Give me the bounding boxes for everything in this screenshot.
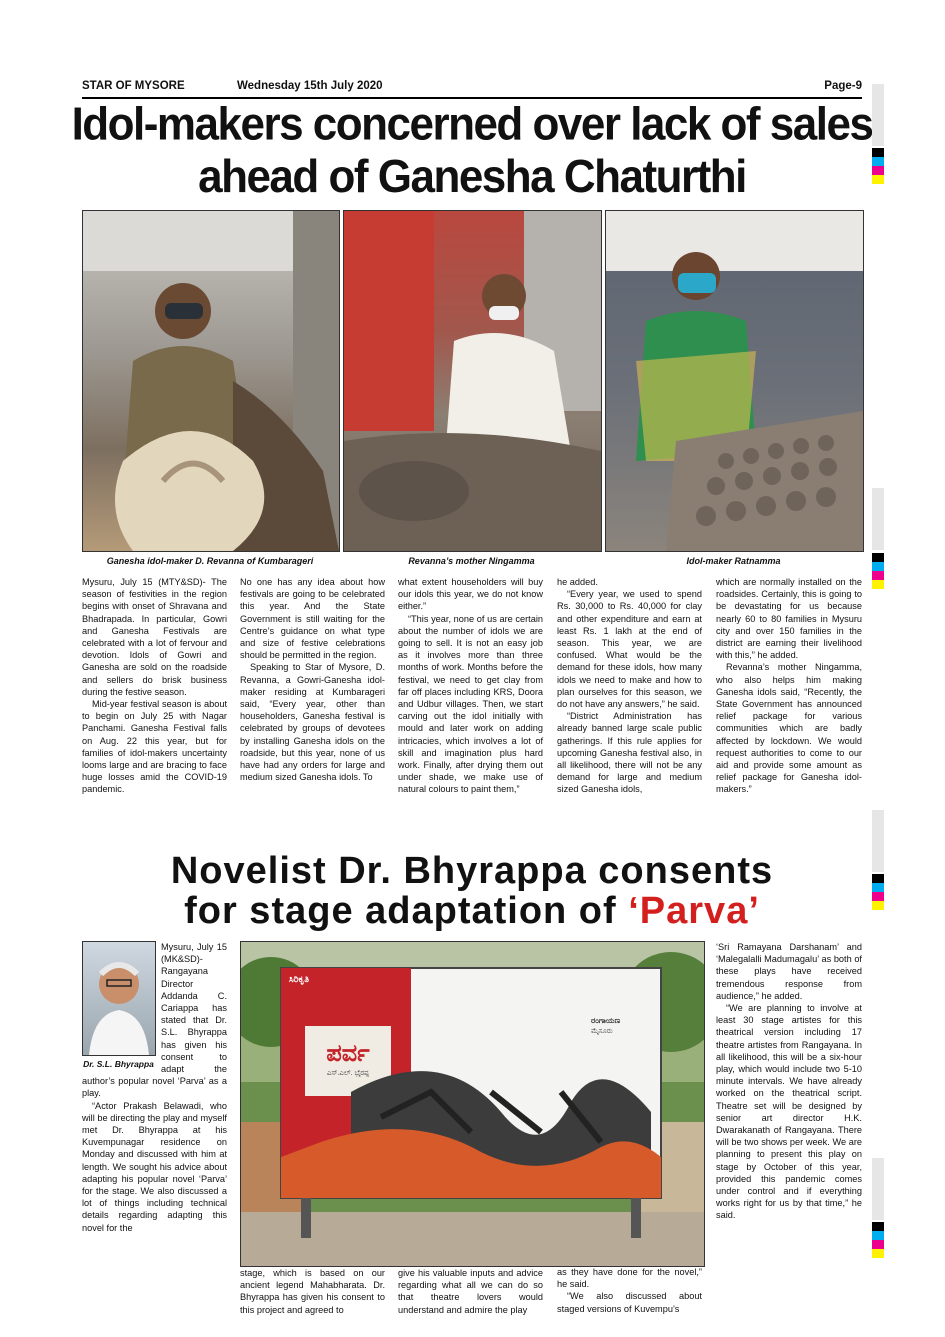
paragraph: what extent householders will buy our idols this year, we do not know either.”	[398, 577, 543, 612]
page-number: Page-9	[824, 80, 862, 92]
story1-column-1	[82, 576, 227, 796]
billboard-illustration	[241, 942, 704, 1266]
color-swatch-yellow	[872, 1249, 884, 1258]
billboard-logo-subtext: ಮೈಸೂರು	[591, 1028, 613, 1035]
color-swatch-black	[872, 553, 884, 562]
color-bar	[872, 1222, 884, 1258]
headline-line-2: ahead of Ganesha Chaturthi	[198, 151, 746, 203]
paragraph: stage, which is based on our ancient legend Mahabharata. Dr. Bhyrappa has given his consent to this project and agreed to	[240, 1268, 385, 1315]
headline-line-1: Novelist Dr. Bhyrappa consents	[170, 850, 774, 892]
color-swatch-yellow	[872, 580, 884, 589]
headline-bhyrappa	[60, 852, 884, 930]
portrait-bhyrappa	[82, 941, 156, 1056]
paragraph: ‘Sri Ramayana Darshanam’ and ‘Malegalalli Madumagalu’ as both of these plays have received tremendous response from audience,” he added.	[716, 942, 862, 1001]
paragraph: as they have done for the novel,” he said.	[557, 1267, 702, 1290]
caption-photo-1: Ganesha idol-maker D. Revanna of Kumbarageri	[106, 556, 314, 566]
issue-date: Wednesday 15th July 2020	[237, 80, 383, 92]
story1-column-3	[398, 576, 543, 796]
paragraph: he added.	[557, 577, 598, 587]
color-swatch-magenta	[872, 571, 884, 580]
caption-photo-3: Idol-maker Ratnamma	[686, 556, 781, 566]
story2-under-photo-col-2	[240, 1267, 385, 1316]
headline-parva: ‘Parva’	[628, 890, 760, 932]
color-bar	[872, 553, 884, 589]
color-swatch-cyan	[872, 157, 884, 166]
color-swatch-magenta	[872, 1240, 884, 1249]
paragraph: Mysuru, July 15 (MTY&SD)- The season of festivities in the region begins with onset of Shravana and Bhadrapada. In particular, Gowri and Ganesha Festivals are celebrated with a lot of fervour and devotion. Idols of Gowri and Ganesha are sold on the roadside and sellers do brisk business during the festive season.	[82, 577, 227, 697]
paragraph: “Every year, we used to spend Rs. 30,000 to Rs. 40,000 for clay and other expenditure and earn at least Rs. 1 lakh at the end of season. This year, we are confused. What would be the demand for these idols, how many idols we need to make and how to plan ourselves for this season, we do not have any answers,” he said.	[557, 589, 702, 710]
billboard-top-left-text: ಸಿರಿಕೃತಿ	[289, 974, 309, 984]
color-swatch-yellow	[872, 175, 884, 184]
paragraph: which are normally installed on the roadsides. Certainly, this is going to be devastating for us because nearly 60 to 80 families in Mysuru city and over 150 families in the district are earning their livelihood with this,” he added.	[716, 577, 862, 661]
story2-column-1	[82, 941, 227, 1234]
portrait-illustration	[83, 942, 155, 1055]
story1-column-5	[716, 576, 862, 796]
photo-ratnamma	[605, 210, 864, 552]
headline-line-2	[60, 892, 884, 930]
photo-ningamma	[343, 210, 602, 552]
paragraph: Mysuru, July 15 (MK&SD)- Rangayana Director Addanda C. Cariappa has stated that Dr. S.L. Bhyrappa has given his consent to adapt the author’s popular novel ‘Parva’ as a play.	[82, 942, 227, 1099]
headline-line-2-prefix: for stage adaptation of	[184, 890, 629, 932]
headline-line-1: Idol-makers concerned over lack of sales	[71, 98, 873, 150]
color-swatch-magenta	[872, 892, 884, 901]
registration-grey-strip	[872, 810, 884, 872]
photo-revanna-illustration	[83, 211, 339, 551]
color-swatch-magenta	[872, 166, 884, 175]
paragraph: “District Administration has already banned large scale public gatherings. If this rule applies for upcoming Ganesha festival also, in all likelihood, there will not be any demand for large and medium sized Ganesha idols,	[557, 711, 702, 795]
color-swatch-black	[872, 148, 884, 157]
registration-grey-strip	[872, 488, 884, 550]
color-swatch-yellow	[872, 901, 884, 910]
story2-under-photo-col-4	[557, 1226, 702, 1315]
photo-billboard	[240, 941, 705, 1267]
paragraph: “Actor Prakash Belawadi, who will be directing the play and myself met Dr. Bhyrappa at his Kuvempunagar residence on Monday and discussed with him at length. We sought his advice about adapting his popular novel ‘Parva’ for the stage. We also discussed a lot of things including technical details regarding adapting this novel for the	[82, 1100, 227, 1233]
paragraph: “We also discussed about staged versions of Kuvempu’s	[557, 1291, 702, 1314]
color-swatch-cyan	[872, 883, 884, 892]
color-swatch-black	[872, 1222, 884, 1231]
portrait-caption: Dr. S.L. Bhyrappa	[83, 1059, 154, 1069]
paper-name: STAR OF MYSORE	[82, 80, 185, 92]
color-bar	[872, 148, 884, 184]
paragraph: No one has any idea about how festivals are going to be celebrated this year. And the State Government is still waiting for the Centre’s guidance on what type and size of festive celebrations should be permitted in the region.	[240, 577, 385, 661]
color-swatch-cyan	[872, 1231, 884, 1240]
story2-column-5	[716, 941, 862, 1222]
portrait-box	[82, 941, 155, 1071]
paragraph: “This year, none of us are certain about the number of idols we are going to sell. It is not an easy job as it involves more than three months of work. Months before the festival, we need to get clay from far off places including KRS, Doora and Udbur villages. Then, we start carving out the idol initially with mould and later work on adding intricacies, which involves a lot of skill and imagination plus hard work. Finally, after drying them out under shade, we make use of natural colours to paint them,”	[398, 613, 543, 795]
paragraph: give his valuable inputs and advice regarding what all we can do so that theatre lovers would understand and admire the play	[398, 1268, 543, 1315]
paragraph: “We are planning to involve at least 30 stage artistes for this theatrical version including 17 theatre artistes from Rangayana. In all likelihood, this will be a six-hour play, which would include two 5-10 minute intervals. We have already worked on the theatrical script. Theatre set will be designed by senior art director H.K. Dwarakanath of Rangayana. There will be two shows per week. We are planning to present this play on stage by October of this year, provided this pandemic comes under control and if everything works right for us by that time,” he said.	[716, 1003, 862, 1221]
photo-ratnamma-illustration	[606, 211, 863, 551]
color-swatch-black	[872, 874, 884, 883]
color-bar	[872, 874, 884, 910]
billboard-logo-text: ರಂಗಾಯಣ	[591, 1016, 621, 1025]
caption-photo-2: Revanna’s mother Ningamma	[408, 556, 535, 566]
headline-idol-makers	[60, 98, 884, 203]
color-swatch-cyan	[872, 562, 884, 571]
billboard-subtitle: ಎಸ್.ಎಲ್. ಭೈರಪ್ಪ	[326, 1070, 370, 1077]
photo-ningamma-illustration	[344, 211, 601, 551]
paragraph: Revanna’s mother Ningamma, who also helps him making Ganesha idols said, “Recently, the State Government has announced relief package for various communities which are badly affected by lockdown. We would request authorities to come to our aid and provide some amount as relief package for Ganesha idol-makers.”	[716, 662, 862, 795]
story2-under-photo-col-3	[398, 1267, 543, 1316]
story1-column-4	[557, 576, 702, 796]
billboard-title: ಪರ್ವ	[326, 1040, 370, 1067]
story1-column-2	[240, 576, 385, 783]
masthead	[82, 80, 862, 96]
paragraph: Speaking to Star of Mysore, D. Revanna, a Gowri-Ganesha idol-maker residing at Kumbarageri said, “Every year, other than householders, Ganesha festival is celebrated by groups of devotees by installing Ganesha idols on the roadside, but this year, none of us have had any orders for large and medium sized Ganesha idols. To	[240, 662, 385, 783]
photo-revanna	[82, 210, 340, 552]
paragraph: Mid-year festival season is about to begin on July 25 with Nagar Panchami. Ganesha Festival falls on Aug. 22 this year, but for families of idol-makers uncertainty looms large and are bracing to face huge losses amid the COVID-19 pandemic.	[82, 699, 227, 795]
registration-grey-strip	[872, 1158, 884, 1220]
registration-grey-strip	[872, 84, 884, 146]
